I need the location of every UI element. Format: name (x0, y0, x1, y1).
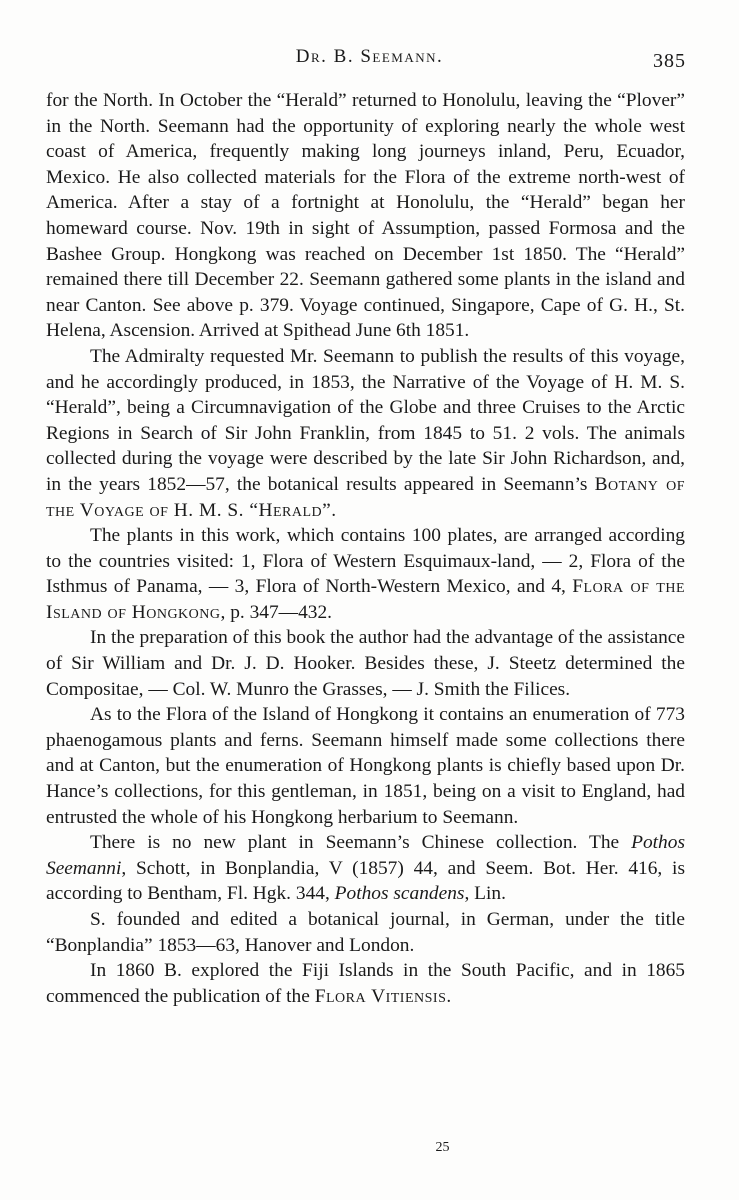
small-caps-title: Flora Vitiensis (314, 985, 447, 1007)
text-run: for the North. In October the “Herald” returned to Honolulu, leaving the “Plover” in the North. Seemann had the opportunity of exploring nearly the whole west coast of America, frequently making long journeys inland, Peru, Ecuador, Mexico. He also collected materials for the Flora of the extreme north-west of America. After a stay of a fortnight at Honolulu, the “Herald” began her homeward course. Nov. 19th in sight of Assumption, passed Formosa and the Bashee Group. Hongkong was reached on December 1st 1850. The “Herald” remained there till December 22. Seemann gathered some plants in the island and near Canton. See above p. 379. Voyage continued, Singapore, Cape of G. H., St. Helena, Ascension. Arrived at Spithead June 6th 1851. (46, 90, 685, 342)
text-run: . (331, 499, 337, 521)
paragraph (46, 702, 685, 830)
running-title: Dr. B. Seemann. (295, 46, 444, 67)
text-run: , Schott, in Bonplandia, V (1857) 44, and Seem. Bot. Her. 416, is according to Bentham, Fl. Hgk. 344, (46, 857, 685, 905)
text-run: , Lin. (464, 883, 506, 905)
running-head (0, 46, 739, 76)
small-caps-title: Flora of the Island of Hongkong (46, 576, 685, 623)
text-run: The Admiralty requested Mr. Seemann to publish the results of this voyage, and he accordingly produced, in 1853, the Narrative of the Voyage of H. M. S. “Herald”, being a Circumnavigation of the Globe and three Cruises to the Arctic Regions in Search of Sir John Franklin, from 1845 to 51. 2 vols. The animals collected during the voyage were described by the late Sir John Richardson, and, in the years 1852—57, the botanical results appeared in Seemann’s (46, 345, 685, 495)
paragraph (46, 958, 685, 1009)
text-run: There is no new plant in Seemann’s Chinese collection. The (90, 832, 632, 854)
page-number: 385 (653, 50, 686, 72)
paragraph (46, 907, 685, 958)
paragraph (46, 830, 685, 907)
text-run: The plants in this work, which contains 100 plates, are arranged according to the countries visited: 1, Flora of Western Esquimaux-land, — 2, Flora of the Isthmus of Panama, — 3, Flora of North-Western Mexico, and 4, (46, 525, 685, 598)
italic-name: Pothos scandens (334, 883, 465, 905)
text-run: . (446, 985, 452, 1007)
paragraph (46, 625, 685, 702)
small-caps-title: Botany of the Voyage of H. M. S. “Herald” (46, 473, 686, 521)
paragraph (46, 88, 685, 344)
text-run: In 1860 B. explored the Fiji Islands in the South Pacific, and in 1865 commenced the publication of the (46, 960, 685, 1007)
text-run: , p. 347—432. (220, 601, 332, 623)
printer-signature-mark: 25 (435, 1140, 450, 1155)
body-text (46, 88, 685, 1009)
italic-name: Pothos Seemanni (46, 832, 685, 879)
text-run: As to the Flora of the Island of Hongkong it contains an enumeration of 773 phaenogamous plants and ferns. Seemann himself made some collections there and at Canton, but the enumeration of Hongkong plants is chiefly based upon Dr. Hance’s collections, for this gentleman, in 1851, being on a visit to England, had entrusted the whole of his Hongkong herbarium to Seemann. (46, 704, 685, 828)
text-run: In the preparation of this book the author had the advantage of the assistance of Sir William and Dr. J. D. Hooker. Besides these, J. Steetz determined the Compositae, — Col. W. Munro the Grasses, — J. Smith the Filices. (46, 627, 685, 700)
text-run: S. founded and edited a botanical journal, in German, under the title “Bonplandia” 1853—63, Hanover and London. (46, 909, 685, 956)
paragraph (46, 523, 685, 625)
paragraph (46, 344, 685, 523)
